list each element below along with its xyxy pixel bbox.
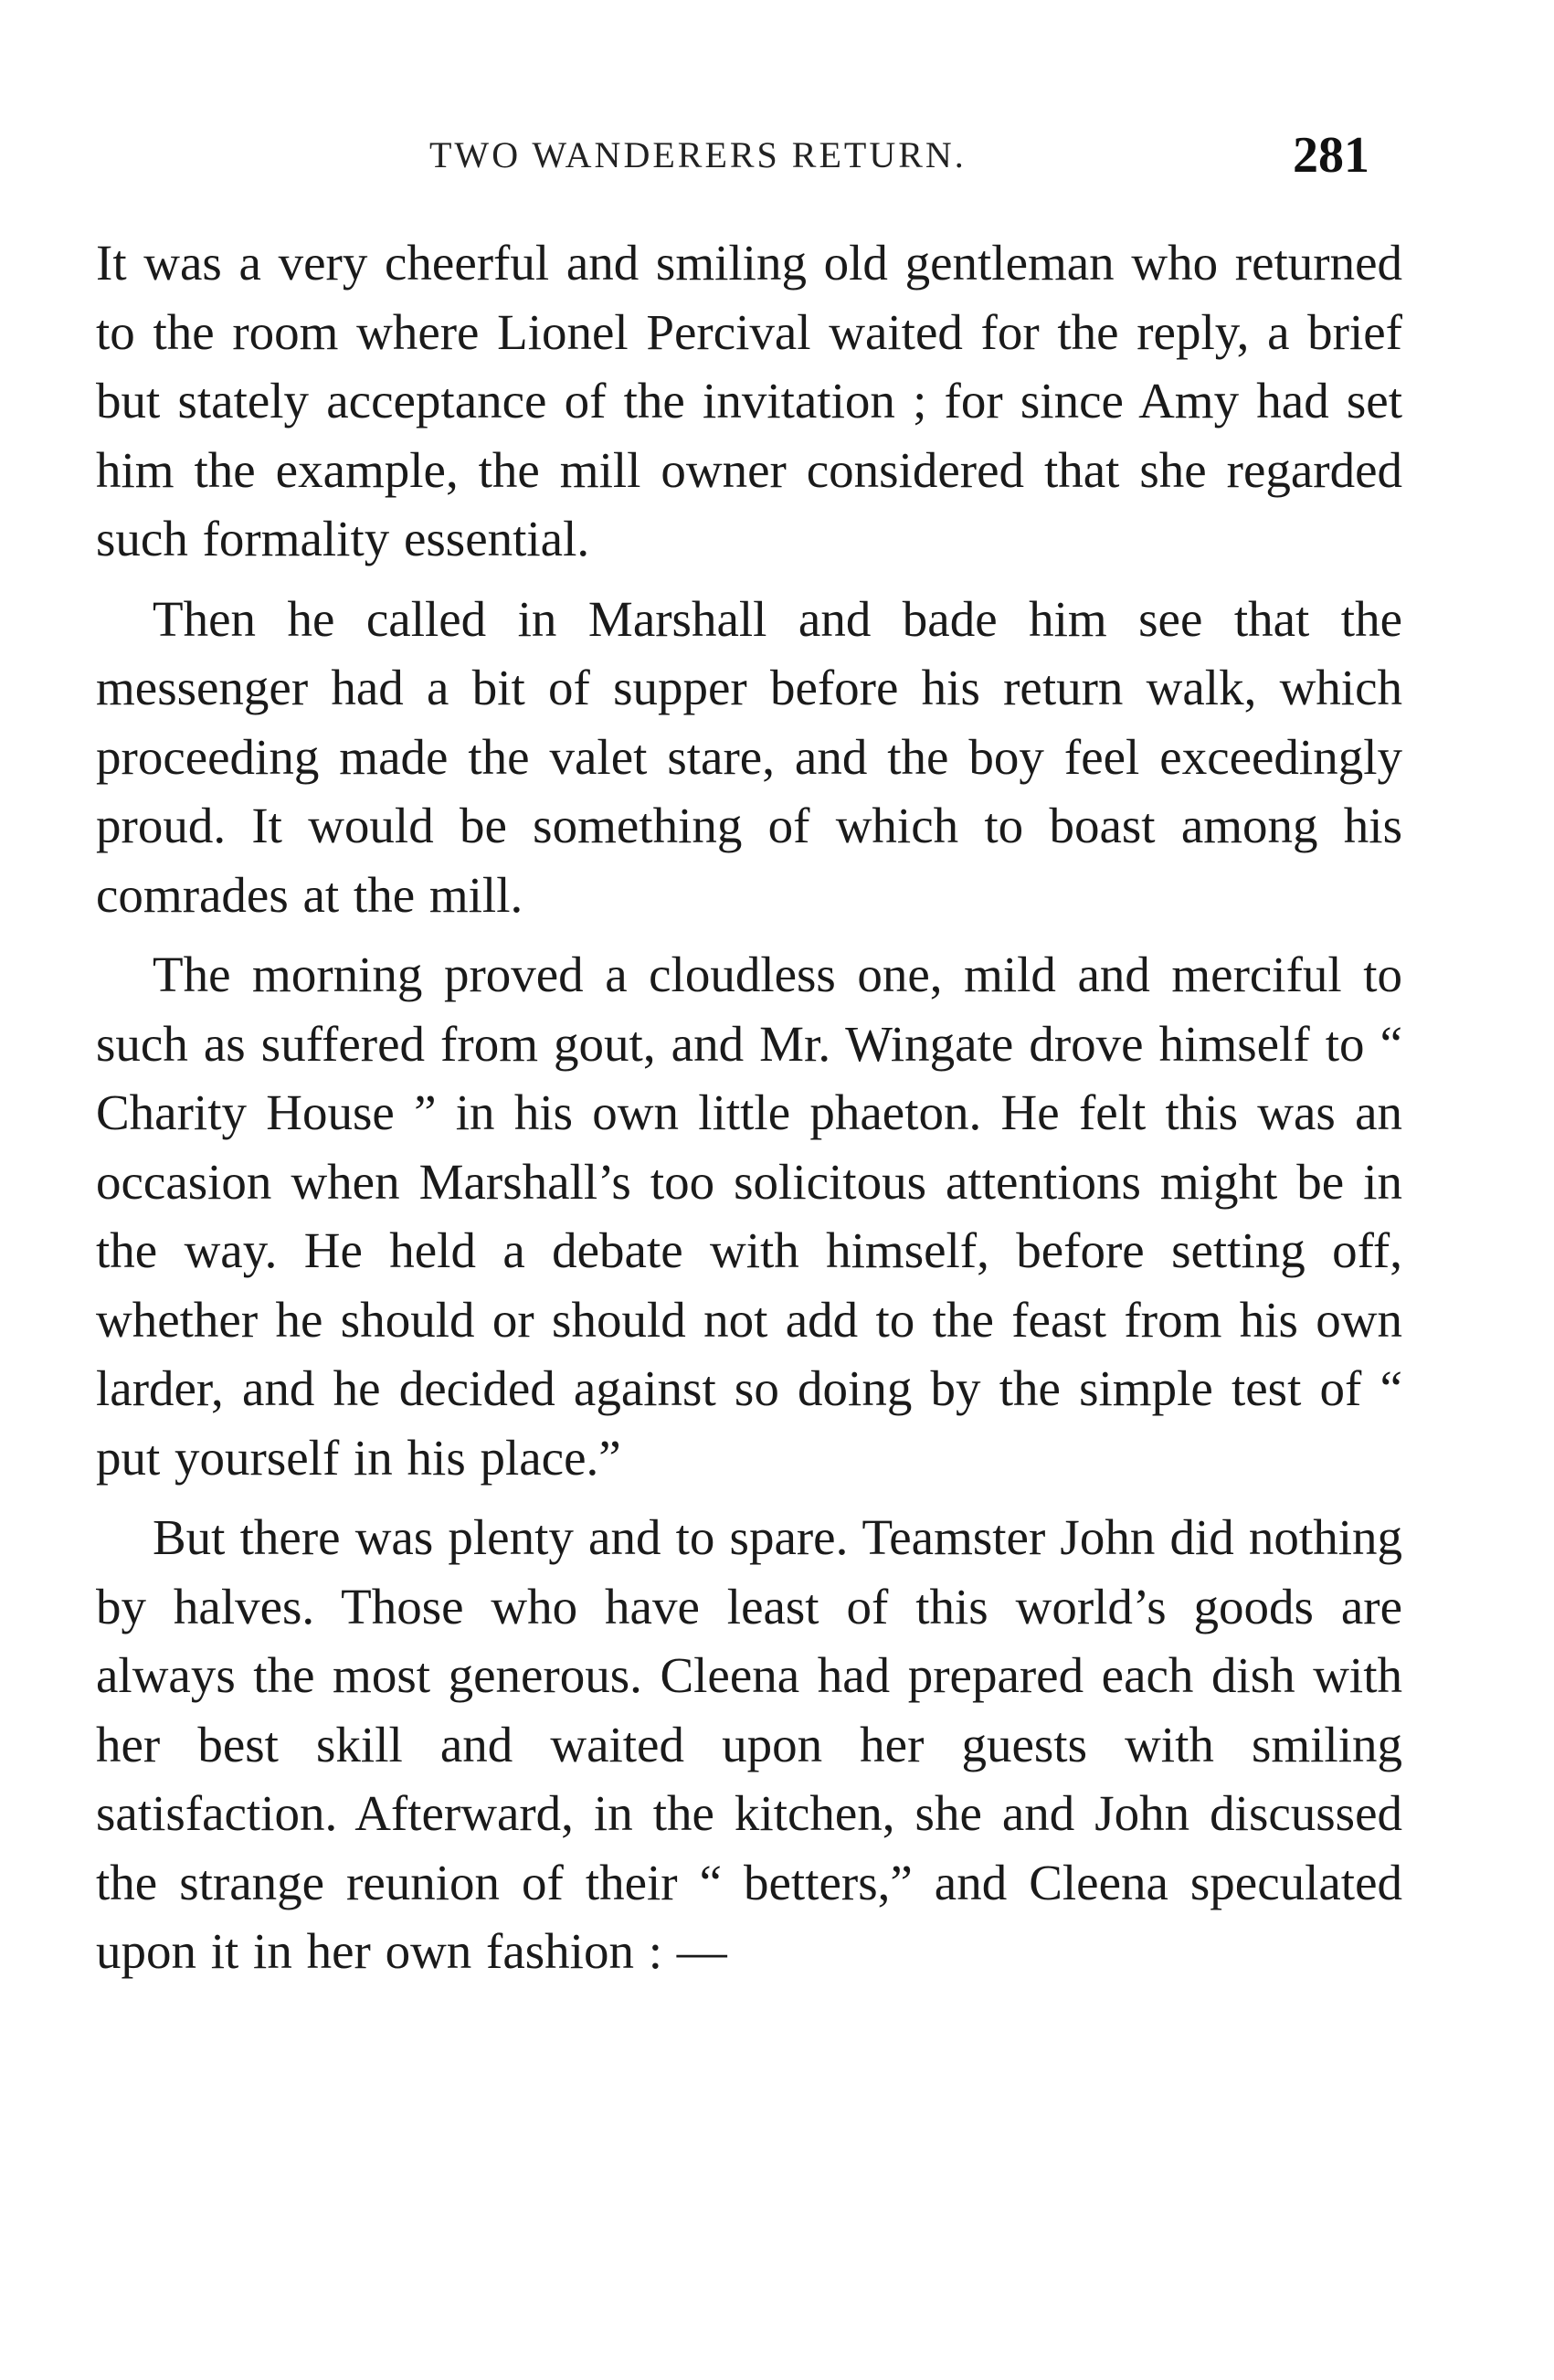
body-text: [96, 228, 1402, 1997]
paragraph-1: It was a very cheerful and smiling old gentleman who returned to the room where Lionel Percival waited for the reply, a brief but stately acceptance of the invitation ; for since Amy had set him the example, the mill owner considered that she regarded such formality essential.: [96, 235, 1402, 566]
running-head: TWO WANDERERS RETURN.: [429, 134, 967, 175]
page-number: 281: [1293, 127, 1369, 184]
paragraph-4: But there was plenty and to spare. Teamster John did nothing by halves. Those who have least of this world’s goods are always the most generous. Cleena had prepared each dish with her best skill and waited upon her guests with smiling satisfaction. Afterward, in the kitchen, she and John discussed the strange reunion of their “ betters,” and Cleena speculated upon it in her own fashion : —: [96, 1509, 1402, 1979]
paragraph-2: Then he called in Marshall and bade him see that the messenger had a bit of supper before his return walk, which proceeding made the valet stare, and the boy feel exceedingly proud. It would be something of which to boast among his comrades at the mill.: [96, 590, 1402, 923]
paragraph-3: The morning proved a cloudless one, mild and merciful to such as suffered from gout, and Mr. Wingate drove himself to “ Charity House ” in his own little phaeton. He felt this was an occasion when Marshall’s too solicitous attentions might be in the way. He held a debate with himself, before setting off, whether he should or should not add to the feast from his own larder, and he decided against so doing by the simple test of “ put yourself in his place.”: [96, 947, 1402, 1486]
